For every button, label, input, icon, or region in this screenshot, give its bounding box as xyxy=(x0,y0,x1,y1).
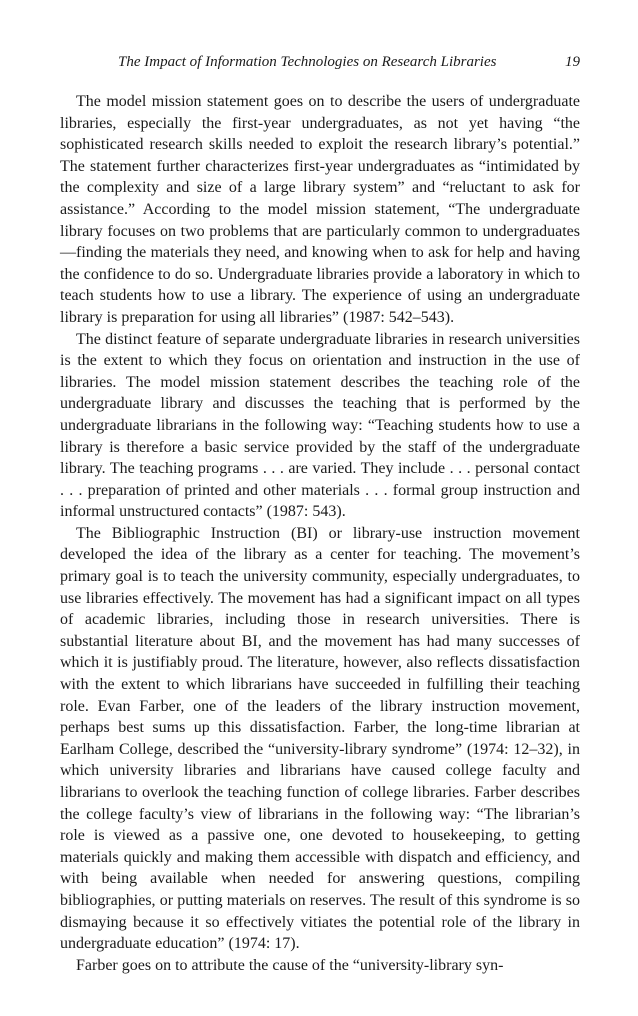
paragraph-mission-statement-users: The model mission statement goes on to describe the users of undergraduate libraries, especially the first-year undergraduates, as not yet having “the sophisticated research skills needed to exploit the research library’s potential.” The statement further characterizes first-year undergraduates as “intimidated by the complexity and size of a large library system” and “reluctant to ask for assistance.” According to the model mission statement, “The undergraduate library focuses on two problems that are particularly common to undergraduates—finding the materials they need, and knowing when to ask for help and having the confidence to do so. Undergraduate libraries provide a laboratory in which to teach students how to use a library. The experience of using an undergraduate library is preparation for using all libraries” (1987: 542–543). xyxy=(60,93,580,326)
body-text xyxy=(60,91,580,976)
running-head xyxy=(60,50,580,74)
paragraph-bibliographic-instruction: The Bibliographic Instruction (BI) or library-use instruction movement developed the idea of the library as a center for teaching. The movement’s primary goal is to teach the university community, especially undergraduates, to use libraries effectively. The movement has had a significant impact on all types of academic libraries, including those in research universities. There is substantial literature about BI, and the movement has had many successes of which it is justifiably proud. The literature, however, also reflects dissatisfaction with the extent to which librarians have succeeded in fulfilling their teaching role. Evan Farber, one of the leaders of the library instruction movement, perhaps best sums up this dissatisfaction. Farber, the long-time librarian at Earlham College, described the “university-library syndrome” (1974: 12–32), in which university libraries and librarians have caused college faculty and librarians to overlook the teaching function of college libraries. Farber describes the college faculty’s view of librarians in the following way: “The librarian’s role is viewed as a passive one, one devoted to housekeeping, to getting materials quickly and making them accessible with dispatch and efficiency, and with being available when needed for answering questions, compiling bibliographies, or putting materials on reserves. The result of this syndrome is so dismaying because it so effectively vitiates the potential role of the library in undergraduate education” (1974: 17). xyxy=(60,524,580,953)
paragraph-separate-undergraduate-libraries: The distinct feature of separate undergraduate libraries in research universities is the extent to which they focus on orientation and instruction in the use of libraries. The model mission statement describes the teaching role of the undergraduate library and discusses the teaching that is performed by the undergraduate librarians in the following way: “Teaching students how to use a library is therefore a basic service provided by the staff of the undergraduate library. The teaching programs . . . are varied. They include . . . personal contact . . . preparation of printed and other materials . . . formal group instruction and informal unstructured contacts” (1987: 543). xyxy=(60,330,580,521)
paragraph-farber-continuation: Farber goes on to attribute the cause of the “university-library syn- xyxy=(76,956,504,974)
page-number: 19 xyxy=(565,54,580,70)
running-head-title: The Impact of Information Technologies on Research Libraries xyxy=(118,54,497,70)
book-page xyxy=(60,50,580,976)
